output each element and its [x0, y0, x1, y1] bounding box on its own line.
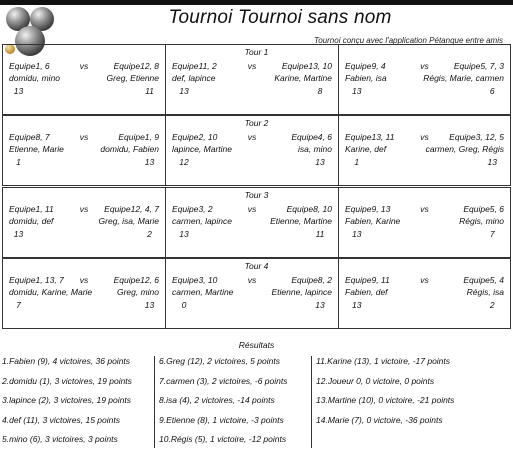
vs-label: vs: [79, 61, 89, 71]
left-score: 12: [179, 157, 189, 167]
right-score: 7: [489, 229, 495, 239]
right-team: Equipe5, 6: [463, 204, 504, 214]
round-label: Tour 2: [244, 118, 269, 128]
results-divider: [154, 356, 155, 448]
results-column-3: [316, 356, 454, 434]
ranking-item: 14.Marie (7), 0 victoire, -36 points: [316, 414, 443, 425]
right-score: 8: [317, 86, 323, 96]
vs-label: vs: [79, 275, 89, 285]
results-column-1: [2, 356, 132, 454]
vs-label: vs: [247, 204, 257, 214]
right-score: 13: [315, 300, 325, 310]
left-players: Etienne, Marie: [9, 144, 64, 154]
right-players: Greg, isa, Marie: [98, 216, 159, 226]
ranking-item: 3.lapince (2), 3 victoires, 19 points: [2, 395, 131, 405]
left-score: 13: [352, 229, 362, 239]
round-3: [2, 187, 511, 258]
right-players: carmen, Greg, Régis: [425, 144, 504, 154]
match-card: [165, 45, 338, 114]
results-title: Résultats: [238, 340, 275, 350]
round-1: [2, 44, 511, 115]
results-divider: [311, 356, 312, 448]
left-score: 1: [16, 157, 21, 167]
right-players: isa, mino: [297, 144, 332, 154]
right-score: 11: [315, 229, 325, 239]
left-team: Equipe9, 4: [345, 61, 386, 71]
ranking-item: 11.Karine (13), 1 victoire, -17 points: [316, 356, 451, 366]
left-score: 13: [352, 86, 362, 96]
match-card: [338, 188, 510, 257]
ranking-item: 10.Régis (5), 1 victoire, -12 points: [159, 434, 287, 444]
ranking-item: 1.Fabien (9), 4 victoires, 36 points: [2, 356, 131, 366]
right-team: Equipe8, 2: [291, 275, 332, 285]
match-card: [338, 45, 510, 114]
right-players: Etienne, lapince: [271, 287, 332, 297]
right-score: 13: [144, 157, 155, 167]
right-team: Equipe5, 7, 3: [453, 61, 504, 71]
round-label: Tour 3: [244, 190, 269, 200]
left-score: 13: [179, 86, 189, 96]
left-players: domidu, Karine, Marie: [9, 287, 93, 297]
ranking-item: 4.def (11), 3 victoires, 15 points: [2, 414, 120, 425]
match-card: [3, 259, 165, 328]
left-team: Equipe3, 2: [172, 204, 213, 214]
left-team: Equipe1, 11: [9, 204, 54, 214]
right-team: Equipe12, 4, 7: [104, 204, 159, 214]
right-team: Equipe5, 4: [463, 275, 504, 285]
left-team: Equipe8, 7: [9, 132, 50, 142]
vs-label: vs: [420, 132, 429, 142]
right-players: Greg, mino: [116, 287, 159, 297]
round-2: [2, 115, 511, 186]
left-score: 1: [354, 157, 360, 167]
right-team: Equipe12, 8: [113, 61, 159, 71]
ranking-item: 2.domidu (1), 3 victoires, 19 points: [2, 375, 132, 386]
right-score: 13: [144, 300, 155, 310]
right-players: Greg, Etienne: [106, 73, 159, 83]
vs-label: vs: [247, 132, 257, 142]
ranking-item: 13.Martine (10), 0 victoire, -21 points: [316, 395, 455, 405]
match-card: [338, 116, 510, 185]
match-card: [3, 45, 165, 114]
ranking-item: 12.Joueur 0, 0 victoire, 0 points: [316, 375, 435, 386]
tournament-title: Tournoi Tournoi sans nom: [168, 7, 392, 28]
right-score: 13: [315, 157, 325, 167]
left-team: Equipe11, 2: [172, 61, 217, 71]
left-players: Fabien, isa: [345, 73, 387, 83]
match-card: [165, 188, 338, 257]
right-team: Equipe4, 6: [291, 132, 332, 142]
left-players: carmen, Martine: [172, 287, 234, 297]
left-score: 7: [16, 300, 21, 310]
left-team: Equipe13, 11: [345, 132, 395, 142]
ranking-item: 9.Etienne (8), 1 victoire, -3 points: [159, 414, 284, 425]
left-score: 13: [179, 229, 189, 239]
left-score: 0: [181, 300, 187, 310]
round-4: [2, 258, 511, 329]
left-players: Fabien, def: [345, 287, 388, 297]
ranking-item: 6.Greg (12), 2 victoires, 5 points: [159, 356, 280, 366]
round-label: Tour 1: [244, 47, 269, 57]
right-players: Régis, isa: [466, 287, 504, 297]
left-score: 13: [352, 300, 362, 310]
left-team: Equipe1, 6: [9, 61, 50, 71]
left-players: lapince, Martine: [172, 144, 233, 154]
right-score: 11: [145, 86, 154, 96]
right-score: 13: [487, 157, 497, 167]
left-team: Equipe3, 10: [172, 275, 218, 285]
right-score: 2: [147, 229, 152, 239]
right-players: domidu, Fabien: [100, 144, 159, 154]
vs-label: vs: [420, 61, 429, 71]
right-score: 6: [489, 86, 495, 96]
results-column-2: [159, 356, 288, 454]
match-card: [338, 259, 510, 328]
right-players: Régis, mino: [459, 216, 504, 226]
vs-label: vs: [420, 275, 429, 285]
match-card: [165, 116, 338, 185]
ranking-item: 8.isa (4), 2 victoires, -14 points: [159, 395, 275, 405]
vs-label: vs: [79, 132, 89, 142]
left-players: Fabien, Karine: [345, 216, 401, 226]
left-team: Equipe1, 13, 7: [9, 275, 64, 285]
left-players: carmen, lapince: [172, 216, 233, 226]
ranking-item: 7.carmen (3), 2 victoires, -6 points: [159, 375, 288, 386]
right-players: Etienne, Martine: [270, 216, 332, 226]
match-card: [165, 259, 338, 328]
ranking-item: 5.mino (6), 3 victoires, 3 points: [2, 434, 118, 444]
right-team: Equipe3, 12, 5: [449, 132, 504, 142]
vs-label: vs: [247, 275, 257, 285]
right-score: 2: [489, 300, 495, 310]
right-team: Equipe1, 9: [118, 132, 159, 142]
right-players: Régis, Marie, carmen: [423, 73, 504, 83]
tournament-subtitle: Tournoi conçu avec l'application Pétanque entre amis: [314, 36, 503, 45]
left-players: domidu, mino: [9, 73, 61, 83]
vs-label: vs: [420, 204, 429, 214]
left-players: def, lapince: [172, 73, 216, 83]
top-bar: [0, 0, 513, 5]
right-team: Equipe8, 10: [286, 204, 332, 214]
left-team: Equipe9, 13: [345, 204, 391, 214]
left-score: 13: [13, 86, 24, 96]
left-players: domidu, def: [9, 216, 54, 226]
left-score: 13: [13, 229, 24, 239]
round-label: Tour 4: [244, 261, 269, 271]
vs-label: vs: [247, 61, 257, 71]
left-players: Karine, def: [345, 144, 387, 154]
right-team: Equipe12, 6: [113, 275, 159, 285]
match-card: [3, 116, 165, 185]
match-card: [3, 188, 165, 257]
left-team: Equipe2, 10: [172, 132, 218, 142]
left-team: Equipe9, 11: [345, 275, 390, 285]
right-players: Karine, Martine: [274, 73, 332, 83]
right-team: Equipe13, 10: [281, 61, 332, 71]
vs-label: vs: [79, 204, 89, 214]
